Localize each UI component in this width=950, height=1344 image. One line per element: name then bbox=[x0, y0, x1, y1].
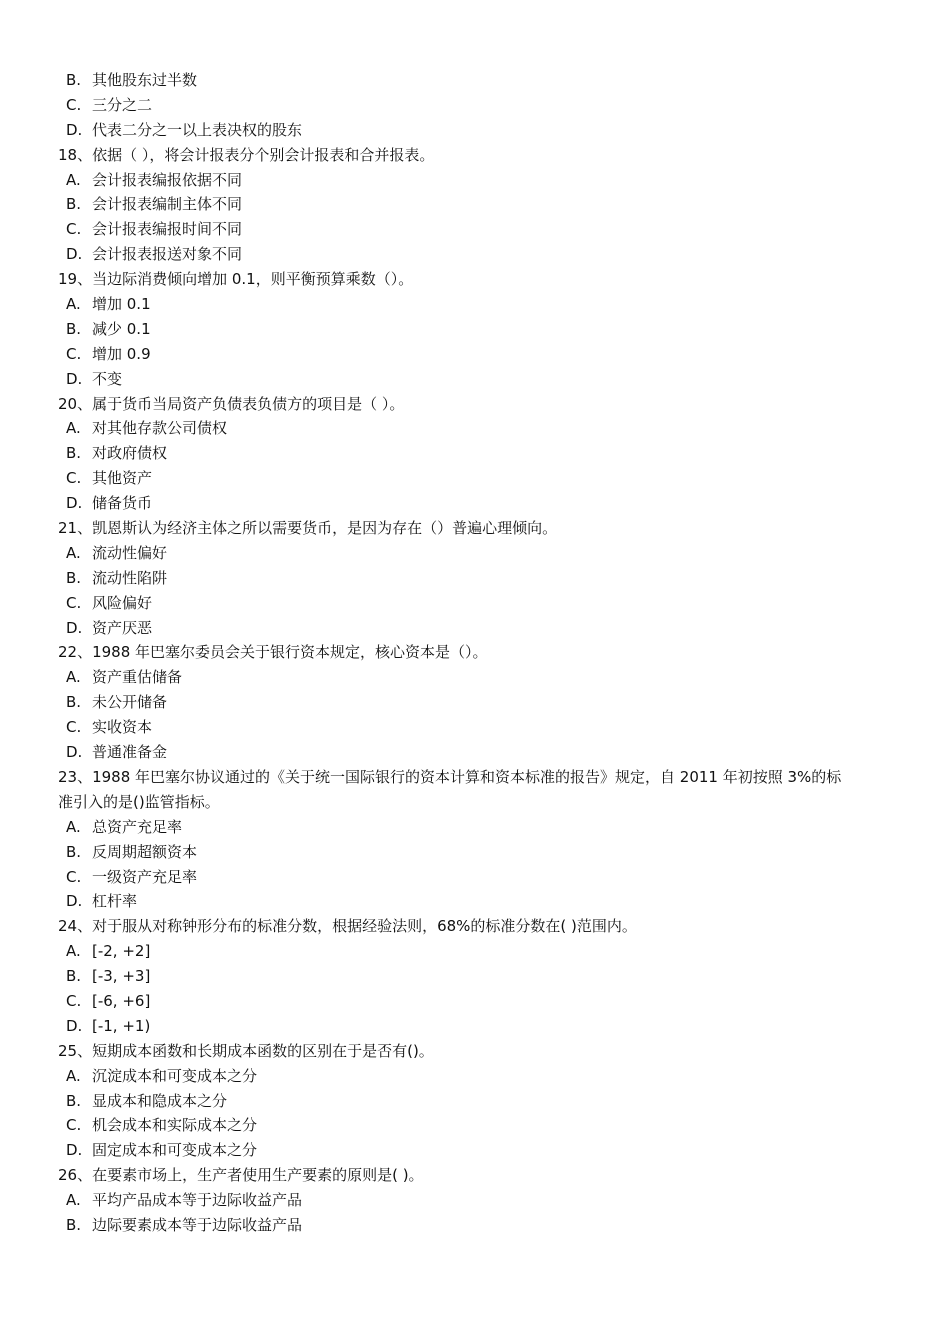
option-label: A. bbox=[66, 419, 81, 438]
option-label: A. bbox=[66, 668, 81, 687]
option-label: D. bbox=[66, 245, 83, 264]
question-line bbox=[0, 914, 950, 939]
option-text: [-1, +1) bbox=[92, 1016, 151, 1035]
question-line bbox=[0, 1163, 950, 1188]
option-label: D. bbox=[66, 1141, 83, 1160]
option-text: 会计报表编报依据不同 bbox=[92, 170, 243, 189]
option-text: [-6, +6] bbox=[92, 991, 151, 1010]
option-line bbox=[0, 192, 950, 217]
option-label: B. bbox=[66, 195, 82, 214]
option-line bbox=[0, 889, 950, 914]
option-label: B. bbox=[66, 693, 82, 712]
option-label: C. bbox=[66, 95, 82, 114]
option-text: 边际要素成本等于边际收益产品 bbox=[92, 1215, 303, 1234]
option-label: C. bbox=[66, 469, 82, 488]
option-text: 风险偏好 bbox=[92, 593, 153, 612]
option-line bbox=[0, 292, 950, 317]
option-text: 不变 bbox=[92, 369, 123, 388]
option-label: A. bbox=[66, 817, 81, 836]
option-text: 资产重估储备 bbox=[92, 668, 183, 687]
question-line bbox=[0, 1039, 950, 1064]
option-line bbox=[0, 1213, 950, 1238]
option-line bbox=[0, 317, 950, 342]
question-text: 24、对于服从对称钟形分布的标准分数，根据经验法则，68%的标准分数在( )范围内。 bbox=[58, 917, 637, 936]
option-text: [-2, +2] bbox=[92, 942, 151, 961]
option-line bbox=[0, 68, 950, 93]
option-line bbox=[0, 989, 950, 1014]
option-label: C. bbox=[66, 593, 82, 612]
question-text: 22、1988 年巴塞尔委员会关于银行资本规定，核心资本是（）。 bbox=[58, 643, 488, 662]
option-line bbox=[0, 242, 950, 267]
option-line bbox=[0, 815, 950, 840]
option-label: D. bbox=[66, 743, 83, 762]
option-line bbox=[0, 865, 950, 890]
question-line bbox=[0, 267, 950, 292]
option-text: 增加 0.1 bbox=[92, 295, 151, 314]
option-text: 增加 0.9 bbox=[92, 344, 151, 363]
option-line bbox=[0, 118, 950, 143]
option-label: C. bbox=[66, 867, 82, 886]
option-label: C. bbox=[66, 991, 82, 1010]
option-line bbox=[0, 541, 950, 566]
option-text: 机会成本和实际成本之分 bbox=[92, 1116, 258, 1135]
option-label: D. bbox=[66, 1016, 83, 1035]
option-label: B. bbox=[66, 319, 82, 338]
option-line bbox=[0, 217, 950, 242]
question-line bbox=[0, 143, 950, 168]
option-text: 一级资产充足率 bbox=[92, 867, 198, 886]
option-text: 三分之二 bbox=[92, 95, 153, 114]
option-text: 其他资产 bbox=[92, 469, 153, 488]
option-label: B. bbox=[66, 71, 82, 89]
option-label: D. bbox=[66, 120, 83, 139]
option-label: B. bbox=[66, 1215, 82, 1234]
option-line bbox=[0, 93, 950, 118]
question-text: 准引入的是()监管指标。 bbox=[58, 792, 220, 811]
option-text: 沉淀成本和可变成本之分 bbox=[92, 1066, 258, 1085]
question-line bbox=[0, 765, 950, 790]
option-label: A. bbox=[66, 170, 81, 189]
option-text: 对政府债权 bbox=[92, 444, 168, 463]
question-text: 21、凯恩斯认为经济主体之所以需要货币，是因为存在（）普遍心理倾向。 bbox=[58, 519, 558, 538]
option-line bbox=[0, 740, 950, 765]
option-label: D. bbox=[66, 618, 83, 637]
question-text: 20、属于货币当局资产负债表负债方的项目是（ ）。 bbox=[58, 394, 405, 413]
option-text: 固定成本和可变成本之分 bbox=[92, 1141, 258, 1160]
option-line bbox=[0, 1064, 950, 1089]
option-line bbox=[0, 416, 950, 441]
option-line bbox=[0, 367, 950, 392]
question-line bbox=[0, 516, 950, 541]
option-label: A. bbox=[66, 1066, 81, 1085]
option-line bbox=[0, 840, 950, 865]
option-label: B. bbox=[66, 568, 82, 587]
option-text: 代表二分之一以上表决权的股东 bbox=[92, 120, 303, 139]
option-label: C. bbox=[66, 1116, 82, 1135]
question-line bbox=[0, 392, 950, 417]
option-line bbox=[0, 964, 950, 989]
option-line bbox=[0, 616, 950, 641]
option-text: 流动性偏好 bbox=[92, 543, 168, 562]
question-text: 23、1988 年巴塞尔协议通过的《关于统一国际银行的资本计算和资本标准的报告》规定，自 2011 年初按照 3%的标 bbox=[58, 767, 842, 786]
question-text: 26、在要素市场上，生产者使用生产要素的原则是( )。 bbox=[58, 1166, 424, 1185]
option-label: D. bbox=[66, 892, 83, 911]
option-text: 其他股东过半数 bbox=[92, 71, 198, 89]
option-label: D. bbox=[66, 369, 83, 388]
option-text: 平均产品成本等于边际收益产品 bbox=[92, 1191, 303, 1210]
option-label: A. bbox=[66, 543, 81, 562]
option-line bbox=[0, 566, 950, 591]
question-text: 25、短期成本函数和长期成本函数的区别在于是否有()。 bbox=[58, 1041, 434, 1060]
option-line bbox=[0, 939, 950, 964]
option-text: 会计报表编报时间不同 bbox=[92, 220, 243, 239]
option-label: A. bbox=[66, 295, 81, 314]
option-line bbox=[0, 665, 950, 690]
option-text: 实收资本 bbox=[92, 718, 153, 737]
option-line bbox=[0, 1138, 950, 1163]
option-label: C. bbox=[66, 344, 82, 363]
option-line bbox=[0, 441, 950, 466]
option-label: C. bbox=[66, 718, 82, 737]
option-line bbox=[0, 715, 950, 740]
option-line bbox=[0, 1188, 950, 1213]
option-text: 储备货币 bbox=[92, 494, 153, 513]
option-text: 总资产充足率 bbox=[92, 817, 183, 836]
option-text: 普通准备金 bbox=[92, 743, 168, 762]
question-text: 19、当边际消费倾向增加 0.1，则平衡预算乘数（）。 bbox=[58, 270, 414, 289]
option-text: 会计报表报送对象不同 bbox=[92, 245, 243, 264]
option-line bbox=[0, 1113, 950, 1138]
question-continuation bbox=[0, 790, 950, 815]
option-label: B. bbox=[66, 967, 82, 986]
option-line bbox=[0, 1014, 950, 1039]
option-text: 会计报表编制主体不同 bbox=[92, 195, 243, 214]
option-line bbox=[0, 466, 950, 491]
option-text: 对其他存款公司债权 bbox=[92, 419, 228, 438]
option-label: A. bbox=[66, 942, 81, 961]
option-line bbox=[0, 591, 950, 616]
option-label: A. bbox=[66, 1191, 81, 1210]
option-line bbox=[0, 690, 950, 715]
option-text: [-3, +3] bbox=[92, 967, 151, 986]
option-label: B. bbox=[66, 1091, 82, 1110]
option-text: 反周期超额资本 bbox=[92, 842, 198, 861]
option-text: 资产厌恶 bbox=[92, 618, 153, 637]
document-page bbox=[0, 68, 950, 1238]
option-text: 杠杆率 bbox=[92, 892, 138, 911]
option-label: B. bbox=[66, 842, 82, 861]
option-line bbox=[0, 168, 950, 193]
option-line bbox=[0, 491, 950, 516]
question-text: 18、依据（ ），将会计报表分个别会计报表和合并报表。 bbox=[58, 145, 435, 164]
option-text: 减少 0.1 bbox=[92, 319, 151, 338]
option-text: 未公开储备 bbox=[92, 693, 168, 712]
option-label: C. bbox=[66, 220, 82, 239]
option-line bbox=[0, 342, 950, 367]
option-text: 流动性陷阱 bbox=[92, 568, 168, 587]
option-line bbox=[0, 1089, 950, 1114]
option-label: D. bbox=[66, 494, 83, 513]
option-label: B. bbox=[66, 444, 82, 463]
question-line bbox=[0, 640, 950, 665]
option-text: 显成本和隐成本之分 bbox=[92, 1091, 228, 1110]
